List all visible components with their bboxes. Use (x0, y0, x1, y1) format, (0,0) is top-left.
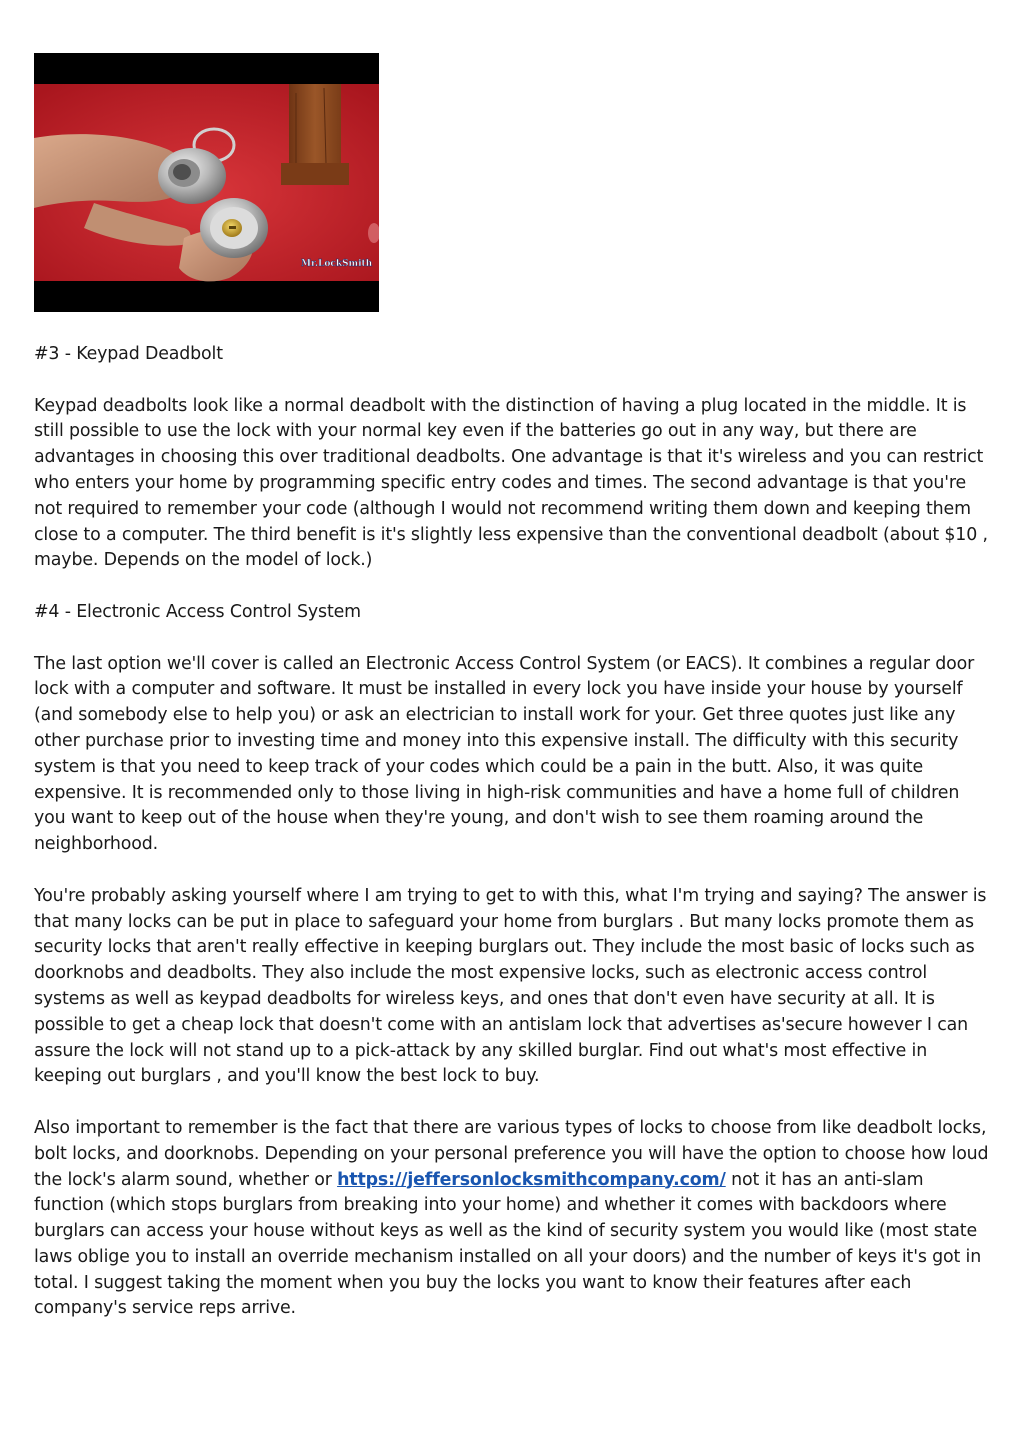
watermark-logo (301, 259, 373, 269)
video-still-image (34, 53, 379, 312)
paragraph-final (34, 1116, 994, 1322)
locksmith-link[interactable]: https://jeffersonlocksmithcompany.com/ (337, 1169, 726, 1190)
article-body (34, 342, 994, 1348)
paragraph-electronic-access-control: The last option we'll cover is called an Electronic Access Control System (or EACS). It combines a regular door lock with a computer and software. It must be installed in every lock you have inside your house by yourself (and somebody else to help you) or ask an electrician to install work for your. Get three quotes just like any other purchase prior to investing time and money into this expensive install. The difficulty with this security system is that you need to keep track of your codes which could be a pain in the butt. Also, it was quite expensive. It is recommended only to those living in high-risk communities and have a home full of children you want to keep out of the house when they're young, and don't wish to see them roaming around the neighborhood. (34, 653, 975, 855)
heading-electronic-access-control: #4 - Electronic Access Control System (34, 601, 361, 622)
paragraph-summary: You're probably asking yourself where I am trying to get to with this, what I'm trying and saying? The answer is that many locks can be put in place to safeguard your home from burglars . But many locks promote them as security locks that aren't really effective in keeping burglars out. They include the most basic of locks such as doorknobs and deadbolts. They also include the most expensive locks, such as electronic access control systems as well as keypad deadbolts for wireless keys, and ones that don't even have security at all. It is possible to get a cheap lock that doesn't come with an antislam lock that advertises as'secure however I can assure the lock will not stand up to a pick-attack by any skilled burglar. Find out what's most effective in keeping out burglars , and you'll know the best lock to buy. (34, 885, 987, 1087)
paragraph-keypad-deadbolt: Keypad deadbolts look like a normal deadbolt with the distinction of having a plug located in the middle. It is still possible to use the lock with your normal key even if the batteries go out in any way, but there are advantages in choosing this over traditional deadbolts. One advantage is that it's wireless and you can restrict who enters your home by programming specific entry codes and times. The second advantage is that you're not required to remember your code (although I would not recommend writing them down and keeping them close to a computer. The third benefit is it's slightly less expensive than the conventional deadbolt (about $10 , maybe. Depends on the model of lock.) (34, 395, 988, 571)
video-thumbnail[interactable] (34, 53, 379, 312)
watermark-text: Mr.LockSmith (301, 259, 373, 269)
heading-keypad-deadbolt: #3 - Keypad Deadbolt (34, 344, 223, 364)
paragraph-final-text-after: not it has an anti-slam function (which stops burglars from breaking into your home) and whether it comes with backdoors where burglars can access your house without keys as well as the kind of security system you would like (most state laws oblige you to install an override mechanism installed on all your doors) and the number of keys it's got in total. I suggest taking the moment when you buy the locks you want to know their features after each company's service reps arrive. (34, 1169, 982, 1319)
paragraph-final-text-before: Also important to remember is the fact that there are various types of locks to choose from like deadbolt locks, bolt locks, and doorknobs. Depending on your personal preference you will have the option to choose how loud the lock's alarm sound, whether or (34, 1117, 989, 1190)
